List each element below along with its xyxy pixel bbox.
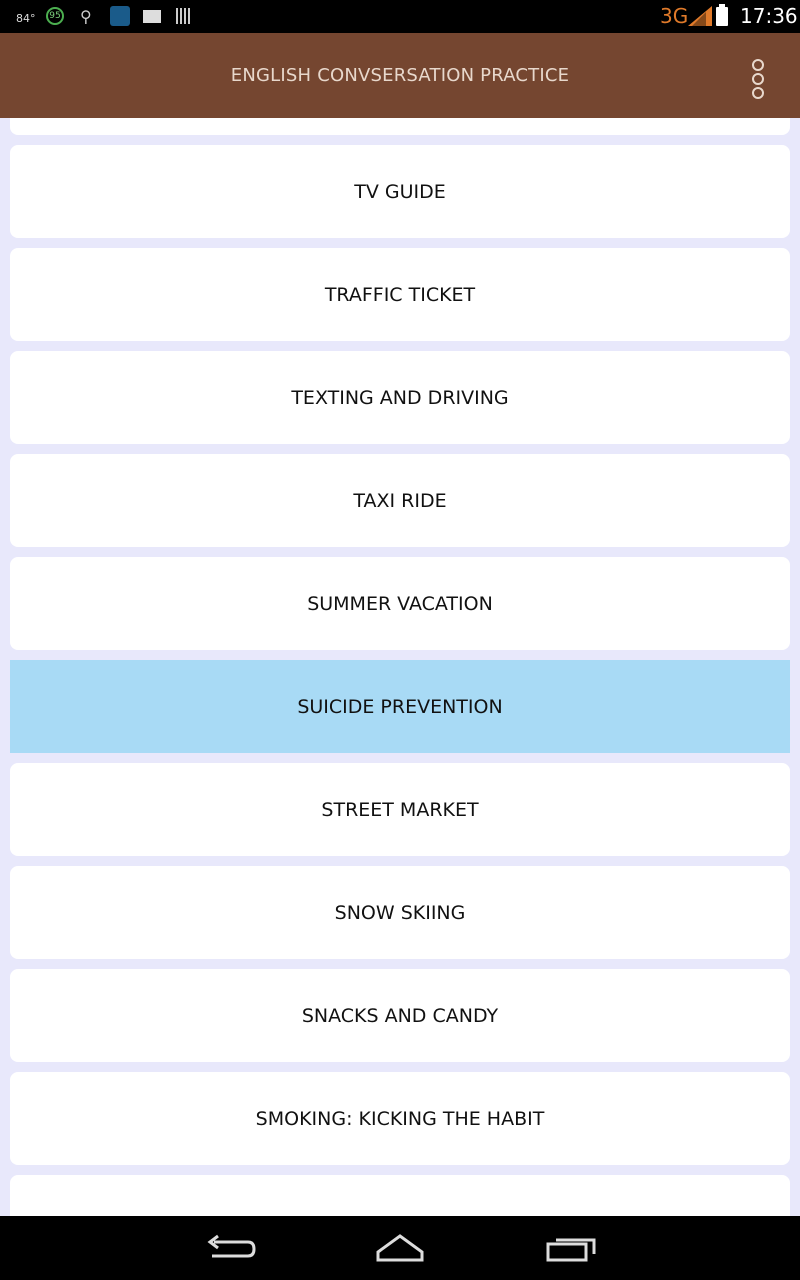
list-item[interactable]: TV GUIDE	[10, 145, 790, 238]
list-item[interactable]: SUMMER VACATION	[10, 557, 790, 650]
battery-percent-badge: 95	[46, 7, 64, 25]
temperature-text: 84°	[16, 11, 36, 25]
list-item[interactable]: TAXI RIDE	[10, 454, 790, 547]
network-type-text: 3G	[660, 4, 689, 28]
list-item-partial-top[interactable]	[10, 118, 790, 135]
back-icon[interactable]	[200, 1228, 260, 1268]
clock-text: 17:36	[740, 4, 798, 28]
list-item[interactable]: STREET MARKET	[10, 763, 790, 856]
app-title: ENGLISH CONVSERSATION PRACTICE	[230, 65, 570, 86]
navigation-bar	[0, 1216, 800, 1280]
list-item[interactable]: TRAFFIC TICKET	[10, 248, 790, 341]
barcode-icon	[176, 8, 191, 24]
mail-icon	[143, 10, 161, 23]
status-bar	[0, 0, 800, 33]
topic-list[interactable]	[0, 118, 800, 1216]
list-item-partial-bottom[interactable]	[10, 1175, 790, 1216]
list-item[interactable]: SMOKING: KICKING THE HABIT	[10, 1072, 790, 1165]
list-item-selected[interactable]: SUICIDE PREVENTION	[10, 660, 790, 753]
recents-icon[interactable]	[540, 1228, 600, 1268]
battery-icon	[716, 7, 728, 26]
list-item[interactable]: TEXTING AND DRIVING	[10, 351, 790, 444]
signal-icon	[688, 6, 712, 26]
overflow-menu-icon[interactable]	[744, 57, 770, 97]
home-icon[interactable]	[370, 1228, 430, 1268]
app-bar	[0, 33, 800, 118]
taxi-app-icon	[110, 6, 130, 26]
list-item[interactable]: SNOW SKIING	[10, 866, 790, 959]
list-item[interactable]: SNACKS AND CANDY	[10, 969, 790, 1062]
usb-icon: ⚲	[80, 6, 92, 26]
